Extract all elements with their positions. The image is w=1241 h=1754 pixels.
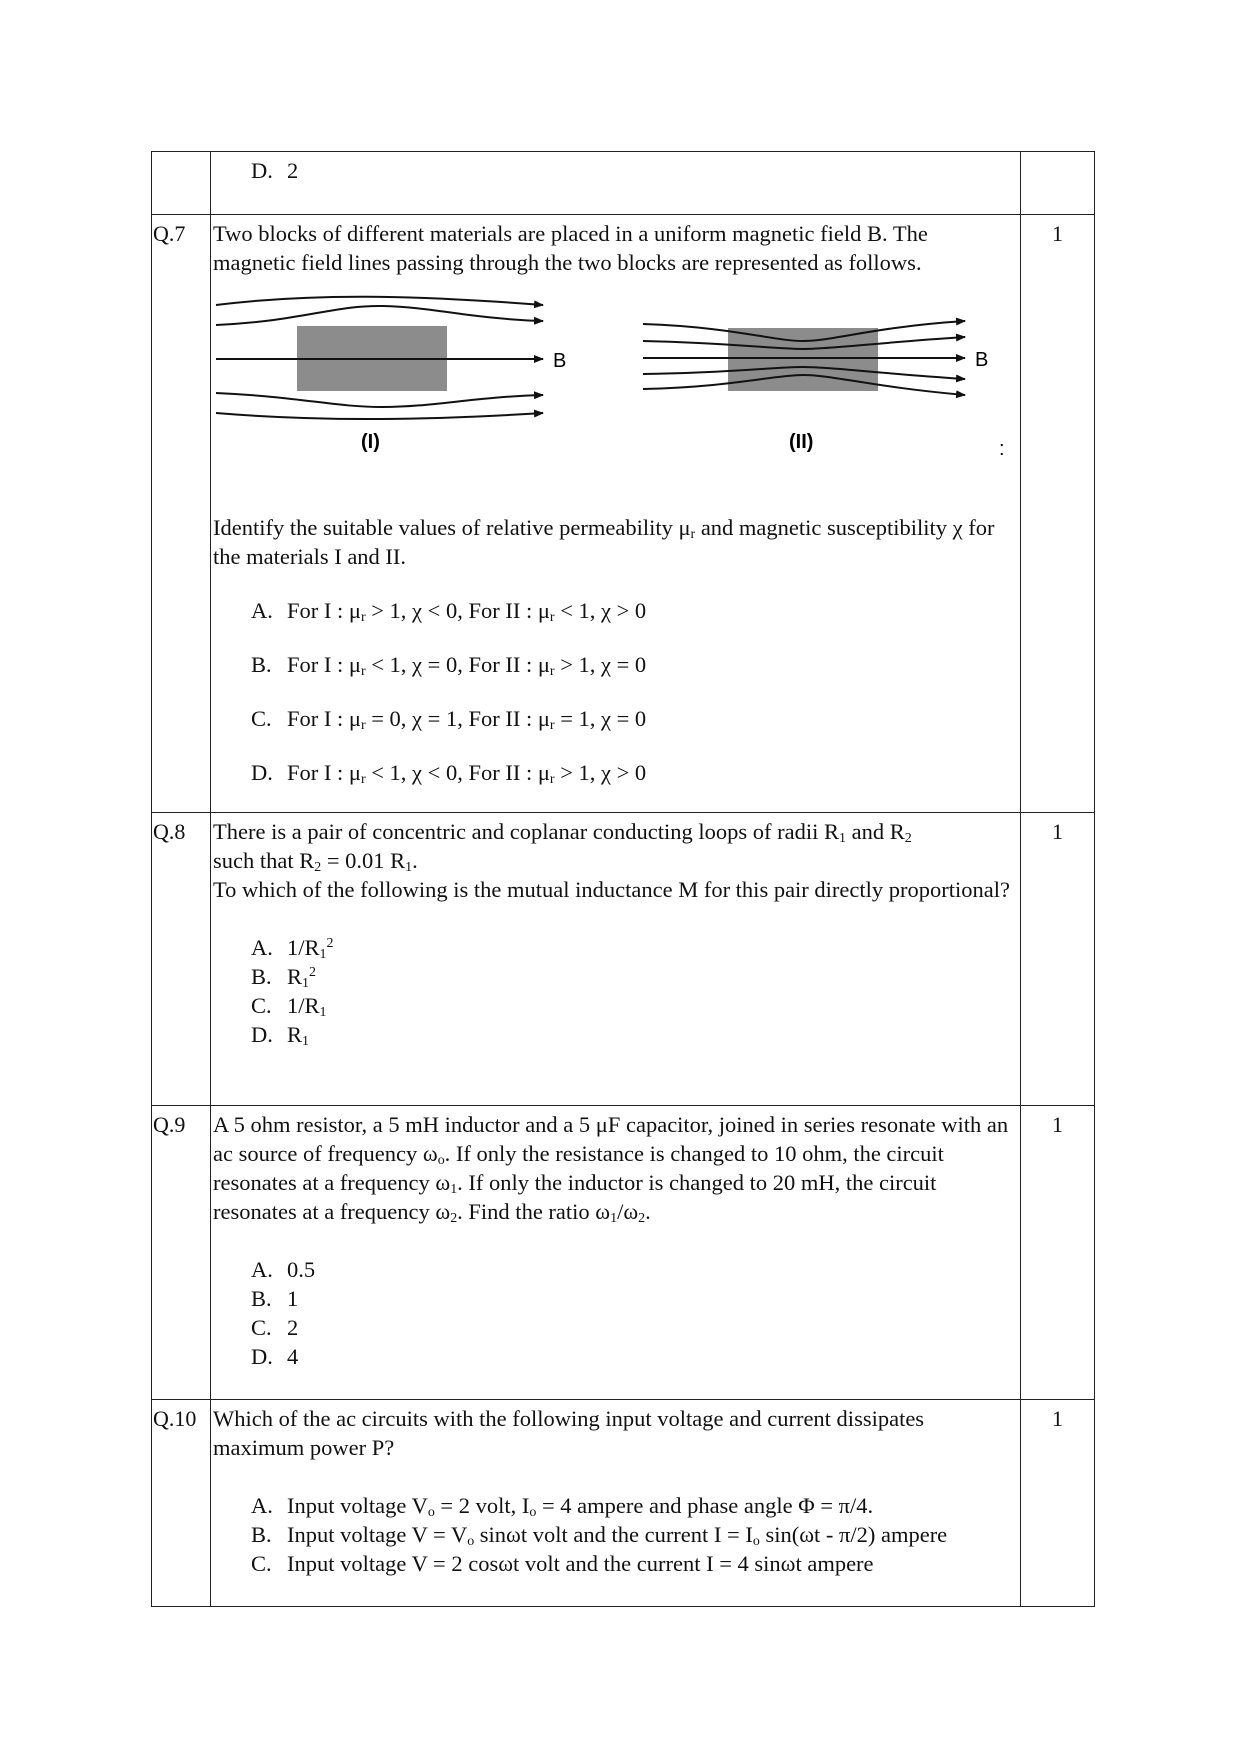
field-line: [216, 393, 543, 407]
option-c: C. 2: [251, 1315, 299, 1340]
figure-label-I: (I): [361, 431, 380, 453]
field-label-B: B: [553, 350, 567, 372]
marks: 1: [1021, 1400, 1095, 1607]
option-text: 2: [287, 158, 299, 183]
option-d: D. 4: [251, 1344, 299, 1369]
marks-cell-empty: [1021, 152, 1095, 215]
question-body-q8: [211, 813, 1021, 1106]
option-d: D. $R_1$: [251, 1022, 309, 1049]
question-body-q7: [211, 215, 1021, 813]
question-row-q8: [152, 813, 1095, 1106]
question-number: Q.9: [152, 1106, 211, 1400]
question-row-q9: [152, 1106, 1095, 1400]
option-b: B. 1: [251, 1286, 299, 1311]
option-a: A. For I : $\mu_r > 1$, χ < 0, For II : $\mu_r < 1$, χ > 0: [251, 598, 647, 625]
field-lines-diagram: [213, 283, 1013, 513]
option-c: C. For I : $\mu_r = 0$, χ = 1, For II : $\mu_r = 1$, χ = 0: [251, 706, 647, 733]
question-body-q10: [211, 1400, 1021, 1607]
option-a: A. $1/R_1^2$: [251, 935, 334, 962]
question-table: [151, 151, 1095, 1607]
options-list: [213, 1491, 1014, 1578]
option-c: C. Input voltage V = 2 cosωt volt and the current I = 4 sinωt ampere: [251, 1551, 874, 1576]
option-d: [251, 156, 1014, 185]
qno-cell-empty: [152, 152, 211, 215]
question-stem: There is a pair of concentric and coplanar conducting loops of radii $R_1$ and $R_2$ such that $R_2 = 0.01$ $R_1$. To which of the following is the mutual inductance M for this pair directly proportional?: [213, 819, 1010, 902]
question-row-q10: [152, 1400, 1095, 1607]
field-line: [216, 306, 543, 325]
colon-mark: :: [999, 438, 1005, 460]
question-number: Q.8: [152, 813, 211, 1106]
option-d: D. For I : $\mu_r < 1$, χ < 0, For II : $\mu_r > 1$, χ > 0: [251, 760, 647, 787]
option-a: A. Input voltage $V_o = 2$ volt, $I_o = 4$ ampere and phase angle Φ = π/4.: [251, 1493, 874, 1520]
options-list: [213, 596, 1014, 787]
question-body-q9: [211, 1106, 1021, 1400]
option-c: C. $1/R_1$: [251, 993, 327, 1020]
question-row-q7: [152, 215, 1095, 813]
marks: 1: [1021, 215, 1095, 813]
option-cell: [211, 152, 1021, 215]
option-b: B. $R_1^2$: [251, 964, 316, 991]
question-stem: A 5 ohm resistor, a 5 mH inductor and a 5 μF capacitor, joined in series resonate with an ac source of frequency $\omega_o$. If only the resistance is changed to 10 ohm, the circuit resonates at a frequency $\omega_1$. If only the inductor is changed to 20 mH, the circuit resonates at a frequency $\omega_2$. Find the ratio $\omega_1/\omega_2$.: [213, 1112, 1009, 1226]
field-line: [216, 413, 543, 419]
question-instruction: Identify the suitable values of relative permeability $\mu_r$ and magnetic susceptibility χ for the materials I and II.: [213, 515, 995, 569]
field-label-B: B: [975, 349, 989, 371]
option-b: B. Input voltage $V = V_o$ sinωt volt and the current $I = I_o$ sin(ωt - π/2) ampere: [251, 1522, 948, 1549]
options-list: [213, 933, 1014, 1049]
question-paper-page: [151, 151, 1095, 1607]
question-number: Q.10: [152, 1400, 211, 1607]
options-list: [213, 1255, 1014, 1371]
figure-label-II: (II): [789, 431, 814, 453]
option-b: B. For I : $\mu_r < 1$, χ = 0, For II : $\mu_r > 1$, χ = 0: [251, 652, 647, 679]
question-stem: Which of the ac circuits with the following input voltage and current dissipates maximum power P?: [213, 1406, 925, 1460]
option-a: A. 0.5: [251, 1257, 316, 1282]
option-label: D.: [251, 158, 273, 183]
field-line: [216, 297, 543, 305]
marks: 1: [1021, 1106, 1095, 1400]
question-number: Q.7: [152, 215, 211, 813]
row-previous-option: [152, 152, 1095, 215]
marks: 1: [1021, 813, 1095, 1106]
question-stem: Two blocks of different materials are placed in a uniform magnetic field B. The magnetic field lines passing through the two blocks are represented as follows.: [213, 221, 928, 275]
magnetic-field-figure: [213, 283, 1014, 513]
